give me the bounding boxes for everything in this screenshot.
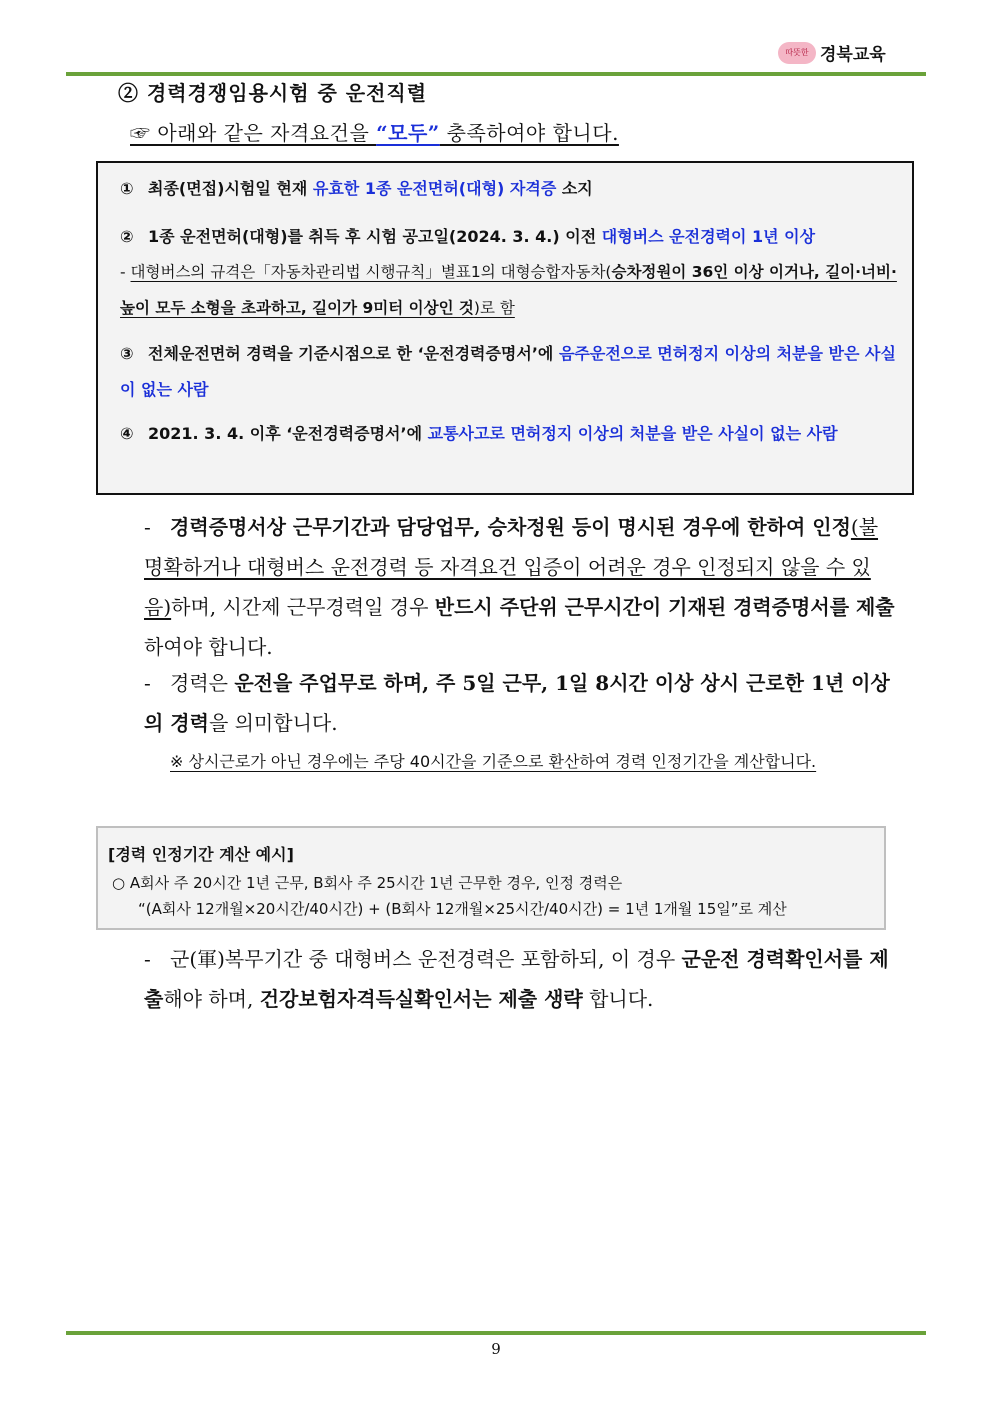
example-line-2: “(A회사 12개월×20시간/40시간) + (B회사 12개월×25시간/40시간) = 1년 1개월 15일”로 계산 (138, 900, 787, 918)
bullet-dash: - (144, 947, 151, 971)
requirement-1 (120, 171, 898, 207)
intro-post: 충족하여야 합니다. (439, 121, 619, 145)
paragraph-bold: 경력증명서상 근무기간과 담당업무, 승차정원 등이 명시된 경우에 한하여 인정 (170, 515, 851, 539)
paragraph-military-service (144, 939, 896, 1019)
detail-prefix: - (120, 263, 131, 281)
requirement-2 (120, 219, 898, 255)
bullet-dash: - (144, 671, 151, 695)
intro-emphasis: “모두” (376, 121, 440, 145)
paragraph-underline: (불명확하거나 대형버스 운전경력 등 자격요건 입증이 어려운 경우 인정되지 않을 수 있음) (144, 515, 879, 619)
requirement-highlight: 유효한 1종 운전면허(대형) 자격증 (312, 179, 557, 198)
requirement-highlight: 교통사고로 면허정지 이상의 처분을 받은 사실이 없는 사람 (427, 424, 838, 443)
paragraph-bold-2: 반드시 주단위 근무시간이 기재된 경력증명서를 제출 (434, 595, 895, 619)
paragraph-end: 합니다. (582, 987, 654, 1011)
footer-rule (66, 1331, 926, 1335)
intro-pre: ☞ 아래와 같은 자격요건을 (130, 121, 377, 145)
requirement-number: ① (120, 179, 134, 198)
detail-text: 대형버스의 규격은「자동차관리법 시행규칙」별표1의 대형승합자동차( (130, 263, 612, 281)
paragraph-end: 하여야 합니다. (144, 635, 273, 659)
note-text: ※ 상시근로가 아닌 경우에는 주당 40시간을 기준으로 환산하여 경력 인정기간을 계산합니다. (170, 752, 817, 771)
example-box (96, 826, 886, 930)
paragraph-text: 경력은 (170, 671, 235, 695)
logo-badge: 따뜻한 (778, 42, 816, 64)
paragraph-career-definition (144, 663, 896, 743)
paragraph-career-certificate (144, 507, 896, 667)
paragraph-bold-2: 건강보험자격득실확인서는 제출 생략 (259, 987, 583, 1011)
example-title: [경력 인정기간 계산 예시] (108, 845, 294, 864)
requirement-number: ④ (120, 424, 134, 443)
header-rule (66, 72, 926, 76)
paragraph-end: 을 의미합니다. (208, 711, 338, 735)
header-logo (778, 40, 886, 65)
example-line-1: ○ A회사 주 20시간 1년 근무, B회사 주 25시간 1년 근무한 경우, 인정 경력은 (112, 874, 623, 892)
requirement-highlight: 음주운전으로 면허정지 이상의 처분을 받은 사실이 없는 사람 (120, 344, 896, 399)
paragraph-text: 군(軍)복무기간 중 대형버스 운전경력은 포함하되, 이 경우 (170, 947, 682, 971)
requirement-text-end: 소지 (556, 179, 593, 198)
requirements-box (96, 161, 914, 495)
requirement-number: ② (120, 227, 134, 246)
requirement-4 (120, 416, 898, 452)
paragraph-bold: 운전을 주업무로 하며, 주 5일 근무, 1일 8시간 이상 상시 근로한 1년 이상의 경력 (144, 671, 890, 735)
logo-text: 경북교육 (820, 45, 886, 65)
requirement-highlight: 대형버스 운전경력이 1년 이상 (601, 227, 816, 246)
detail-end: )로 함 (473, 299, 515, 317)
requirement-text: 1종 운전면허(대형)를 취득 후 시험 공고일(2024. 3. 4.) 이전 (148, 227, 602, 246)
requirement-3 (120, 336, 898, 408)
section-title: ② 경력경쟁임용시험 중 운전직렬 (118, 81, 428, 105)
requirement-number: ③ (120, 344, 134, 363)
requirement-2-detail (120, 254, 898, 326)
section-intro (130, 117, 619, 146)
bullet-dash: - (144, 515, 151, 539)
paragraph-text: 하며, 시간제 근무경력일 경우 (171, 595, 435, 619)
requirement-text: 전체운전면허 경력을 기준시점으로 한 ‘운전경력증명서’에 (148, 344, 559, 363)
requirement-text: 최종(면접)시험일 현재 (148, 179, 313, 198)
paragraph-text-2: 해야 하며, (163, 987, 260, 1011)
requirement-text: 2021. 3. 4. 이후 ‘운전경력증명서’에 (148, 424, 428, 443)
paragraph-bold: 군운전 경력확인서를 제출 (144, 947, 889, 1011)
page-number: 9 (491, 1340, 501, 1358)
note-conversion (170, 744, 900, 780)
detail-bold: 승차정원이 36인 이상 이거나, 길이·너비·높이 모두 소형을 초과하고, 길이가 9미터 이상인 것 (120, 263, 897, 317)
